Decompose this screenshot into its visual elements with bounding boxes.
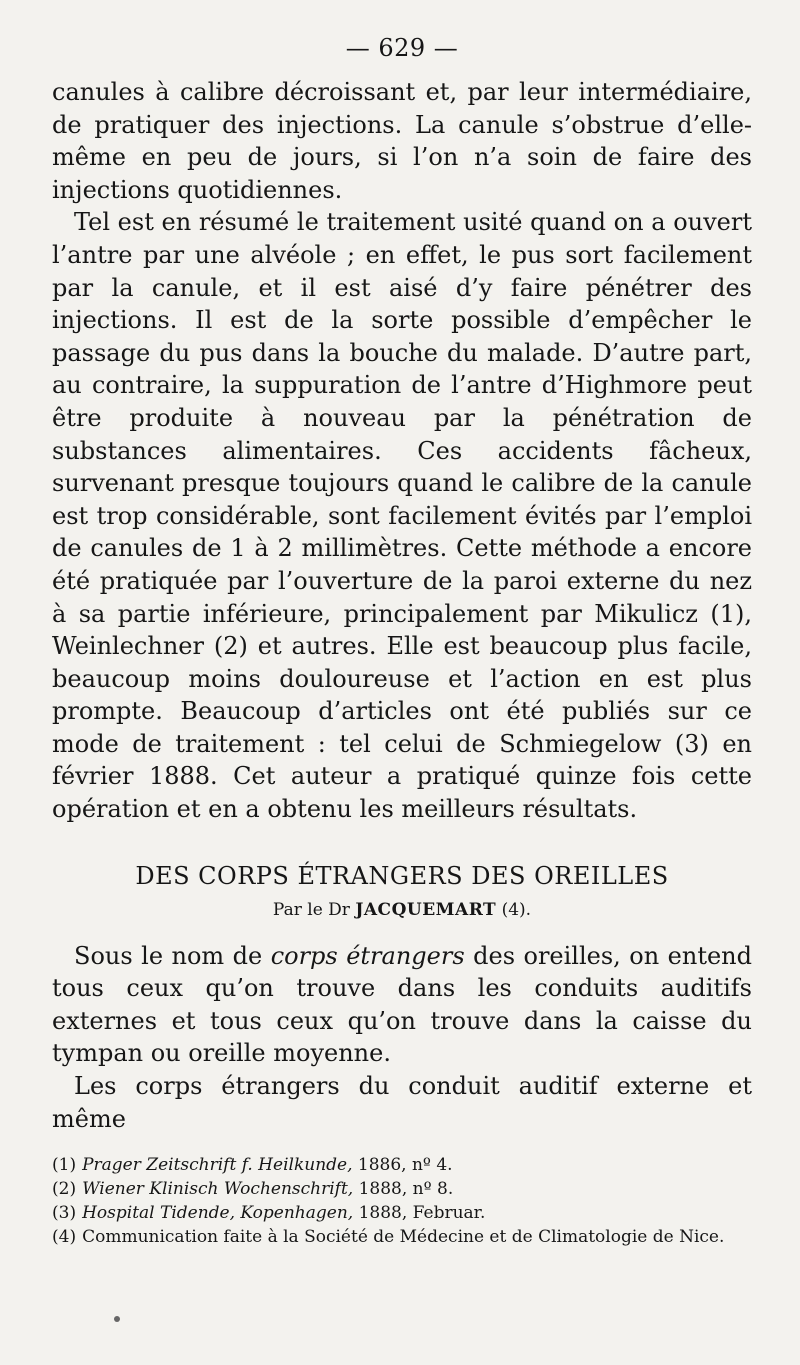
byline-note-ref: (4). [501,899,532,920]
byline [52,900,752,920]
footnote-title: Prager Zeitschrift f. Heilkunde, [82,1155,353,1176]
page [52,34,752,1249]
paragraph-definition [52,940,752,1070]
paragraph-continuation: canules à calibre décroissant et, par leur intermédiaire, de pratiquer des injections. La canule s’obstrue d’elle-même en peu de jours, si l’on n’a soin de faire des injections quotidiennes. [52,78,752,204]
footnote-title: Hospital Tidende, Kopenhagen, [82,1203,354,1224]
byline-prefix: Par le Dr [272,899,350,920]
footnote-number: (2) [52,1179,77,1200]
definition-text-end: des oreilles, on entend tous ceux qu’on trouve dans les conduits auditifs externes et tous ceux qu’on trouve dans la caisse du tympan ou oreille moyenne. [52,941,752,1068]
page-number: — 629 — [345,34,459,62]
footnote-details: 1886, nº 4. [352,1155,453,1176]
footnote [52,1153,752,1177]
definition-text-start: Sous le nom de [74,941,271,970]
footnote [52,1225,752,1249]
byline-author: JACQUEMART [355,899,497,920]
footnote-details: 1888, Februar. [353,1203,486,1224]
footnote-details: Communication faite à la Société de Médecine et de Climatologie de Nice. [82,1227,725,1248]
footnote [52,1201,752,1225]
section-heading: DES CORPS ÉTRANGERS DES OREILLES [135,861,669,890]
paragraph-treatment: Tel est en résumé le traitement usité quand on a ouvert l’antre par une alvéole ; en effet, le pus sort facilement par la canule, et il est aisé d’y faire pénétrer des injections. Il est de la sorte possible d’empêcher le passage du pus dans la bouche du malade. D’autre part, au contraire, la suppuration de l’antre d’Highmore peut être produite à nouveau par la pénétration de substances alimentaires. Ces accidents fâcheux, survenant presque toujours quand le calibre de la canule est trop considérable, sont facilement évités par l’emploi de canules de 1 à 2 millimètres. Cette méthode a encore été pratiquée par l’ouverture de la paroi externe du nez à sa partie inférieure, principalement par Mikulicz (1), Weinlechner (2) et autres. Elle est beaucoup plus facile, beaucoup moins douloureuse et l’action en est plus prompte. Beaucoup d’articles ont été publiés sur ce mode de traitement : tel celui de Schmiegelow (3) en février 1888. Cet auteur a pratiqué quinze fois cette opération et en a obtenu les meilleurs résultats. [52,208,752,824]
footnote-title: Wiener Klinisch Wochenschrift, [82,1179,354,1200]
footnote-number: (4) [52,1227,77,1248]
footnote-number: (1) [52,1155,77,1176]
footnote-number: (3) [52,1203,77,1224]
footnote [52,1177,752,1201]
definition-term: corps étrangers [270,941,465,970]
footnotes [52,1153,752,1249]
paragraph-external-canal: Les corps étrangers du conduit auditif externe et même [52,1072,752,1133]
ink-dot [114,1316,120,1322]
footnote-details: 1888, nº 8. [353,1179,454,1200]
